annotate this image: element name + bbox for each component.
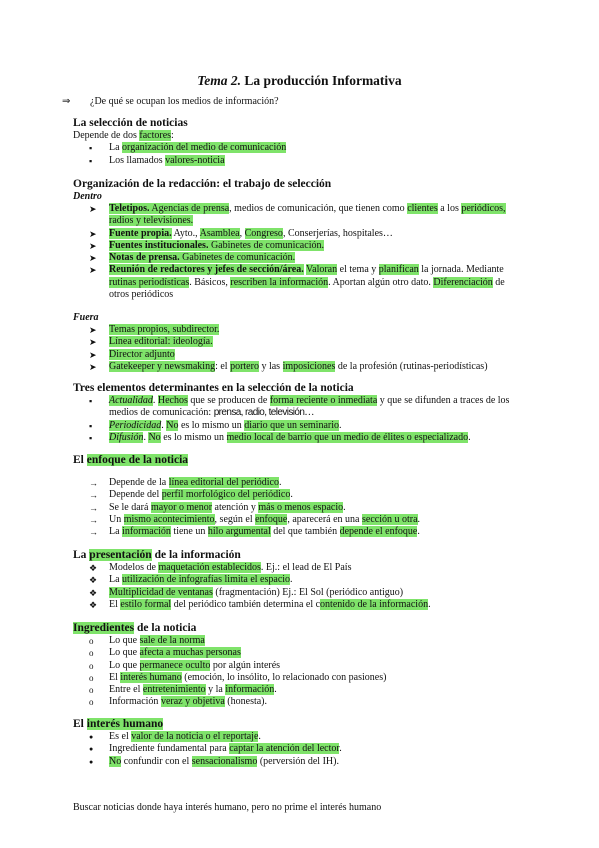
arrow-bullet-icon: ➤ <box>89 349 97 360</box>
double-arrow-icon: ⇒ <box>62 96 71 107</box>
circle-bullet-icon: o <box>89 648 94 659</box>
diamond-bullet-icon: ❖ <box>89 563 98 573</box>
right-arrow-icon: → <box>89 527 98 538</box>
square-bullet-icon: ▪ <box>89 155 93 166</box>
list-item: ➤ Fuentes institucionales. Gabinetes de comunicación. <box>89 239 324 251</box>
list-item: ➤ Temas propios, subdirector. <box>89 324 220 335</box>
section-seleccion <box>73 116 533 167</box>
arrow-bullet-icon: ➤ <box>89 253 97 264</box>
list-item: → Un mismo acontecimiento, según el enfoque, aparecerá en una sección u otra. <box>89 513 421 525</box>
subheading-dentro: Dentro <box>73 191 102 202</box>
list-item: ➤ Reunión de redactores y jefes de sección/área. Valoran el tema y planifican la jornada. Mediante rutinas periodísticas. Básicos, rescriben la información. Aportan algún otro dato. Diferenciación de otros periódicos <box>89 264 505 301</box>
arrow-bullet-icon: ➤ <box>89 228 97 239</box>
list-item: ➤ Director adjunto <box>89 348 175 360</box>
right-arrow-icon: → <box>89 490 98 501</box>
list-item: o Información veraz y objetiva (honesta). <box>89 696 268 708</box>
diamond-bullet-icon: ❖ <box>89 575 98 586</box>
section-enfoque <box>73 453 533 538</box>
intro-question <box>62 96 279 107</box>
section-ingredientes <box>73 621 533 709</box>
arrow-bullet-icon: ➤ <box>89 325 97 335</box>
dot-bullet-icon: ● <box>89 757 94 766</box>
list-item: ▪ Periodicidad. No es lo mismo un diario que un seminario. <box>89 419 342 431</box>
list-item: → La información tiene un hilo argumental del que también depende el enfoque. <box>89 526 420 538</box>
section-heading: Organización de la redacción: el trabajo de selección <box>73 178 332 190</box>
square-bullet-icon: ▪ <box>89 432 93 443</box>
list-item: ➤ Línea editorial: ideología. <box>89 336 213 348</box>
list-item: ➤ Teletipos. Agencias de prensa, medios de comunicación, que tienen como clientes a los periódicos, radios y televisiones. <box>89 203 506 227</box>
section-heading: Tres elementos determinantes en la selección de la noticia <box>73 382 354 394</box>
list-item: → Depende del perfil morfológico del periódico. <box>89 489 293 501</box>
section-heading: La selección de noticias <box>73 117 188 129</box>
footer-note: Buscar noticias donde haya interés humano, pero no prime el interés humano <box>73 802 382 813</box>
question-text: ¿De qué se ocupan los medios de información? <box>90 96 279 107</box>
paragraph: Depende de dos factores: <box>73 130 174 141</box>
circle-bullet-icon: o <box>89 660 94 671</box>
list-item: ▪ Difusión. No es lo mismo un medio local de barrio que un medio de élites o especializado. <box>89 431 471 443</box>
list-item: ● Es el valor de la noticia o el reportaje. <box>89 731 261 742</box>
list-item: ➤ Notas de prensa. Gabinetes de comunicación. <box>89 252 296 264</box>
right-arrow-icon: → <box>89 478 98 488</box>
page-title <box>0 73 599 89</box>
title-theme: Tema 2. <box>197 73 242 88</box>
list-item: ❖ La utilización de infografías limita el espacio. <box>89 574 293 586</box>
section-interes-humano <box>73 717 533 768</box>
list-item: ▪ Actualidad. Hechos que se producen de forma reciente o inmediata y que se difunden a traces de los medios de comunicación: prensa, radio, televisión… <box>89 395 510 419</box>
title-text: La producción Informativa <box>241 73 402 88</box>
list-item: → Depende de la línea editorial del periódico. <box>89 477 282 488</box>
circle-bullet-icon: o <box>89 672 94 683</box>
arrow-bullet-icon: ➤ <box>89 204 97 214</box>
section-heading: El interés humano <box>73 718 164 730</box>
section-heading: El enfoque de la noticia <box>73 454 189 466</box>
right-arrow-icon: → <box>89 502 98 513</box>
list-item: o Lo que sale de la norma <box>89 635 205 646</box>
section-heading: Ingredientes de la noticia <box>73 622 197 634</box>
circle-bullet-icon: o <box>89 636 94 646</box>
diamond-bullet-icon: ❖ <box>89 599 98 610</box>
list-item: ➤ Gatekeeper y newsmaking: el portero y las imposiciones de la profesión (rutinas-periodísticas) <box>89 360 488 372</box>
arrow-bullet-icon: ➤ <box>89 337 97 348</box>
section-presentacion <box>73 548 533 611</box>
arrow-bullet-icon: ➤ <box>89 361 97 372</box>
list-item: o Lo que afecta a muchas personas <box>89 647 241 659</box>
subheading-fuera: Fuera <box>73 312 99 323</box>
list-item: ❖ Multiplicidad de ventanas (fragmentación) Ej.: El Sol (periódico antiguo) <box>89 586 404 598</box>
square-bullet-icon: ▪ <box>89 420 93 431</box>
list-item: ● No confundir con el sensacionalismo (perversión del IH). <box>89 755 339 767</box>
list-item: ❖ Modelos de maquetación establecidos. Ej.: el lead de El País <box>89 562 352 573</box>
section-organizacion <box>73 177 533 301</box>
section-fuera <box>73 312 533 373</box>
section-tres-elementos <box>73 381 533 444</box>
list-item: o Entre el entretenimiento y la información. <box>89 684 277 696</box>
list-item: ➤ Fuente propia. Ayto., Asamblea, Congreso, Conserjerías, hospitales… <box>89 227 393 239</box>
circle-bullet-icon: o <box>89 685 94 696</box>
circle-bullet-icon: o <box>89 697 94 708</box>
square-bullet-icon: ▪ <box>89 143 93 154</box>
diamond-bullet-icon: ❖ <box>89 587 98 598</box>
section-heading: La presentación de la información <box>73 549 241 561</box>
arrow-bullet-icon: ➤ <box>89 265 97 276</box>
arrow-bullet-icon: ➤ <box>89 240 97 251</box>
list-item: ▪ La organización del medio de comunicación <box>89 142 287 154</box>
list-item: ❖ El estilo formal del periódico también determina el contenido de la información. <box>89 598 431 610</box>
list-item: ● Ingrediente fundamental para captar la atención del lector. <box>89 743 342 755</box>
list-item: ▪ Los llamados valores-noticia <box>89 154 225 166</box>
dot-bullet-icon: ● <box>89 745 94 754</box>
list-item: → Se le dará mayor o menor atención y más o menos espacio. <box>89 501 346 513</box>
list-item: o El interés humano (emoción, lo insólito, lo relacionado con pasiones) <box>89 671 387 683</box>
dot-bullet-icon: ● <box>89 733 94 741</box>
square-bullet-icon: ▪ <box>89 396 93 406</box>
right-arrow-icon: → <box>89 514 98 525</box>
list-item: o Lo que permanece oculto por algún interés <box>89 659 281 671</box>
